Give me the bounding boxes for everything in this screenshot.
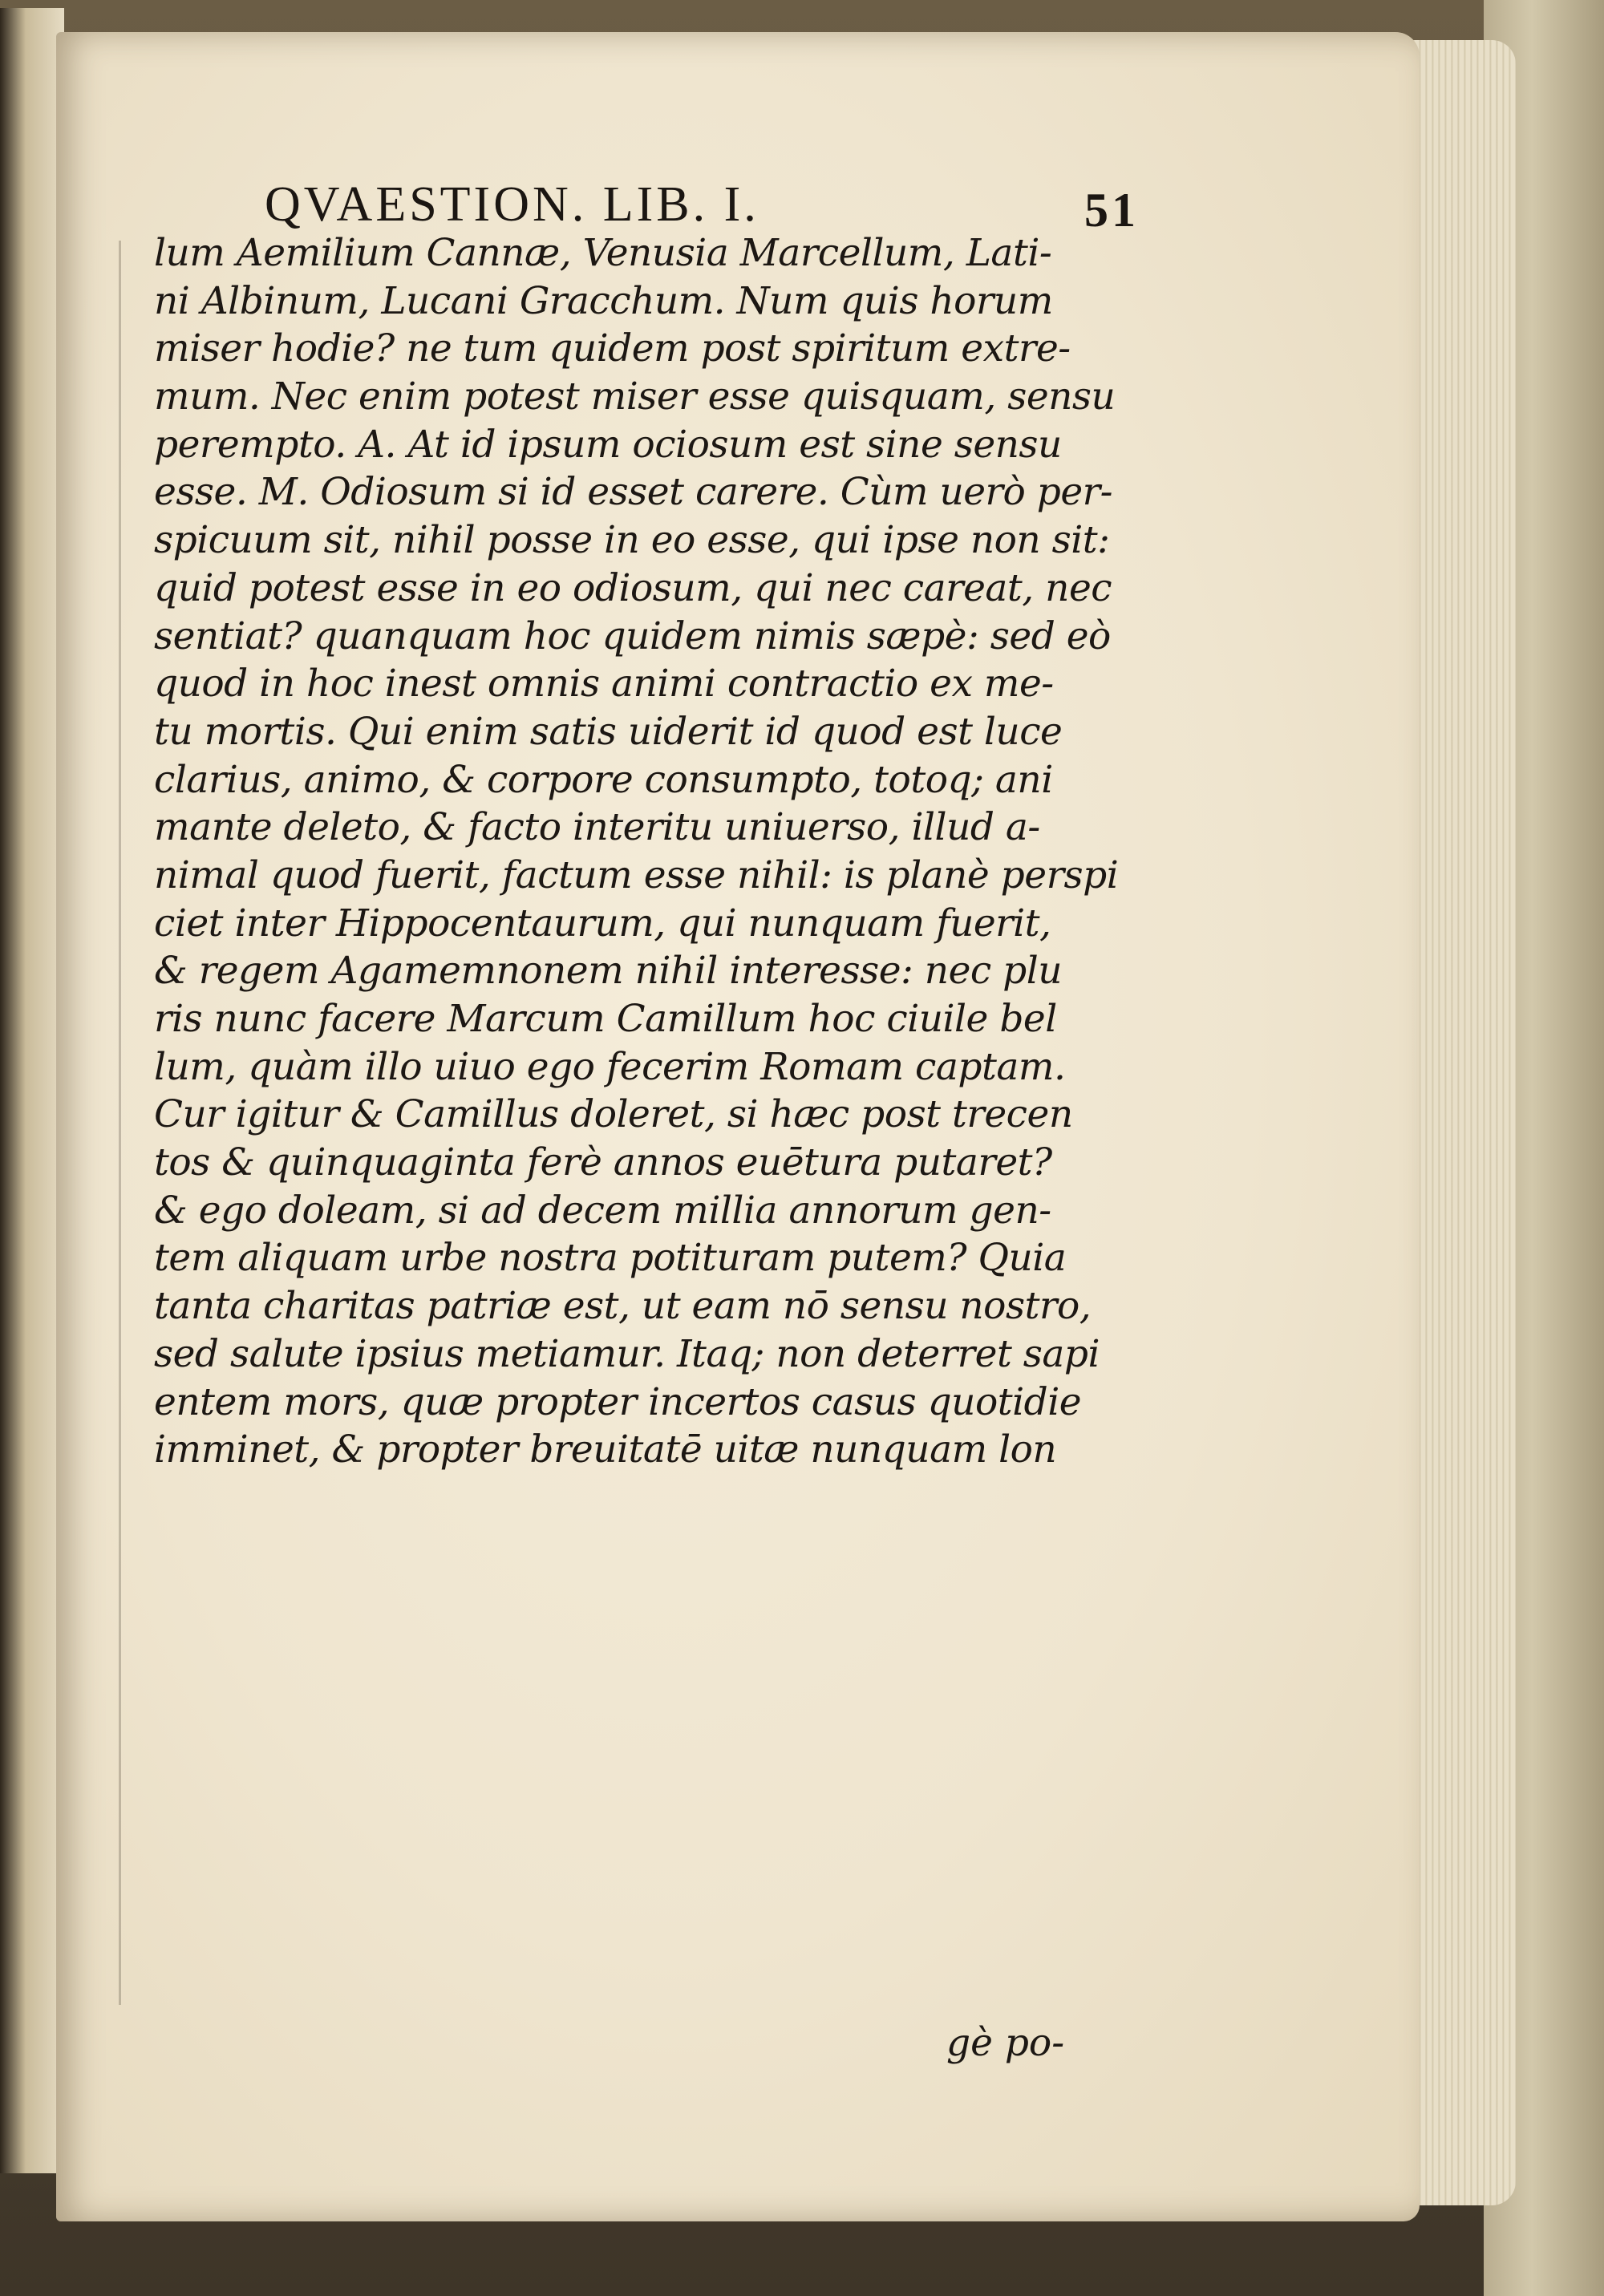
text-line: sed salute ipsius metiamur. Itaq; non deterret sapi xyxy=(154,1331,1100,1376)
text-line: mum. Nec enim potest miser esse quisquam, sensu xyxy=(154,375,1116,419)
text-line: & ego doleam, si ad decem millia annorum gen- xyxy=(154,1188,1051,1233)
text-line: tu mortis. Qui enim satis uiderit id quod est luce xyxy=(154,709,1063,754)
text-block xyxy=(154,229,1119,1474)
text-line: nimal quod fuerit, factum esse nihil: is planè perspi xyxy=(154,852,1119,897)
text-line: esse. M. Odiosum si id esset carere. Cùm uerò per- xyxy=(154,470,1113,515)
text-line: ni Albinum, Lucani Gracchum. Num quis horum xyxy=(154,278,1053,323)
folio-number: 51 xyxy=(1084,184,1139,237)
text-line: perempto. A. At id ipsum ociosum est sine sensu xyxy=(154,422,1062,467)
text-line: & regem Agamemnonem nihil interesse: nec plu xyxy=(154,949,1063,994)
text-line: lum, quàm illo uiuo ego fecerim Romam captam. xyxy=(154,1044,1066,1089)
text-line: quid potest esse in eo odiosum, qui nec careat, nec xyxy=(154,565,1112,610)
text-line: ciet inter Hippocentaurum, qui nunquam fuerit, xyxy=(154,901,1051,946)
text-line: ris nunc facere Marcum Camillum hoc ciuile bel xyxy=(154,997,1057,1041)
running-title: QVAESTION. LIB. I. xyxy=(265,177,759,232)
text-line: mante deleto, & facto interitu uniuerso, illud a- xyxy=(154,805,1040,850)
text-line: entem mors, quæ propter incertos casus quotidie xyxy=(154,1379,1082,1424)
text-line: tanta charitas patriæ est, ut eam nō sensu nostro, xyxy=(154,1284,1092,1329)
text-line: tos & quinquaginta ferè annos euētura putaret? xyxy=(154,1140,1052,1185)
gutter-left-page xyxy=(0,8,64,2173)
book-page xyxy=(56,32,1420,2221)
text-line: imminet, & propter breuitatē uitæ nunquam lon xyxy=(154,1427,1057,1472)
text-line: sentiat? quanquam hoc quidem nimis sæpè: sed eò xyxy=(154,613,1111,658)
text-line: lum Aemilium Cannæ, Venusia Marcellum, Lati- xyxy=(154,231,1052,275)
text-line: tem aliquam urbe nostra potituram putem? Quia xyxy=(154,1236,1067,1281)
text-line: clarius, animo, & corpore consumpto, totoq; ani xyxy=(154,757,1053,802)
text-line: spicuum sit, nihil posse in eo esse, qui ipse non sit: xyxy=(154,518,1110,563)
catchword: gè po- xyxy=(946,2021,1065,2065)
gutter-shadow-line xyxy=(119,241,121,2005)
text-line: Cur igitur & Camillus doleret, si hæc post trecen xyxy=(154,1092,1073,1137)
text-line: quod in hoc inest omnis animi contractio ex me- xyxy=(154,662,1054,707)
text-line: miser hodie? ne tum quidem post spiritum extre- xyxy=(154,326,1071,371)
